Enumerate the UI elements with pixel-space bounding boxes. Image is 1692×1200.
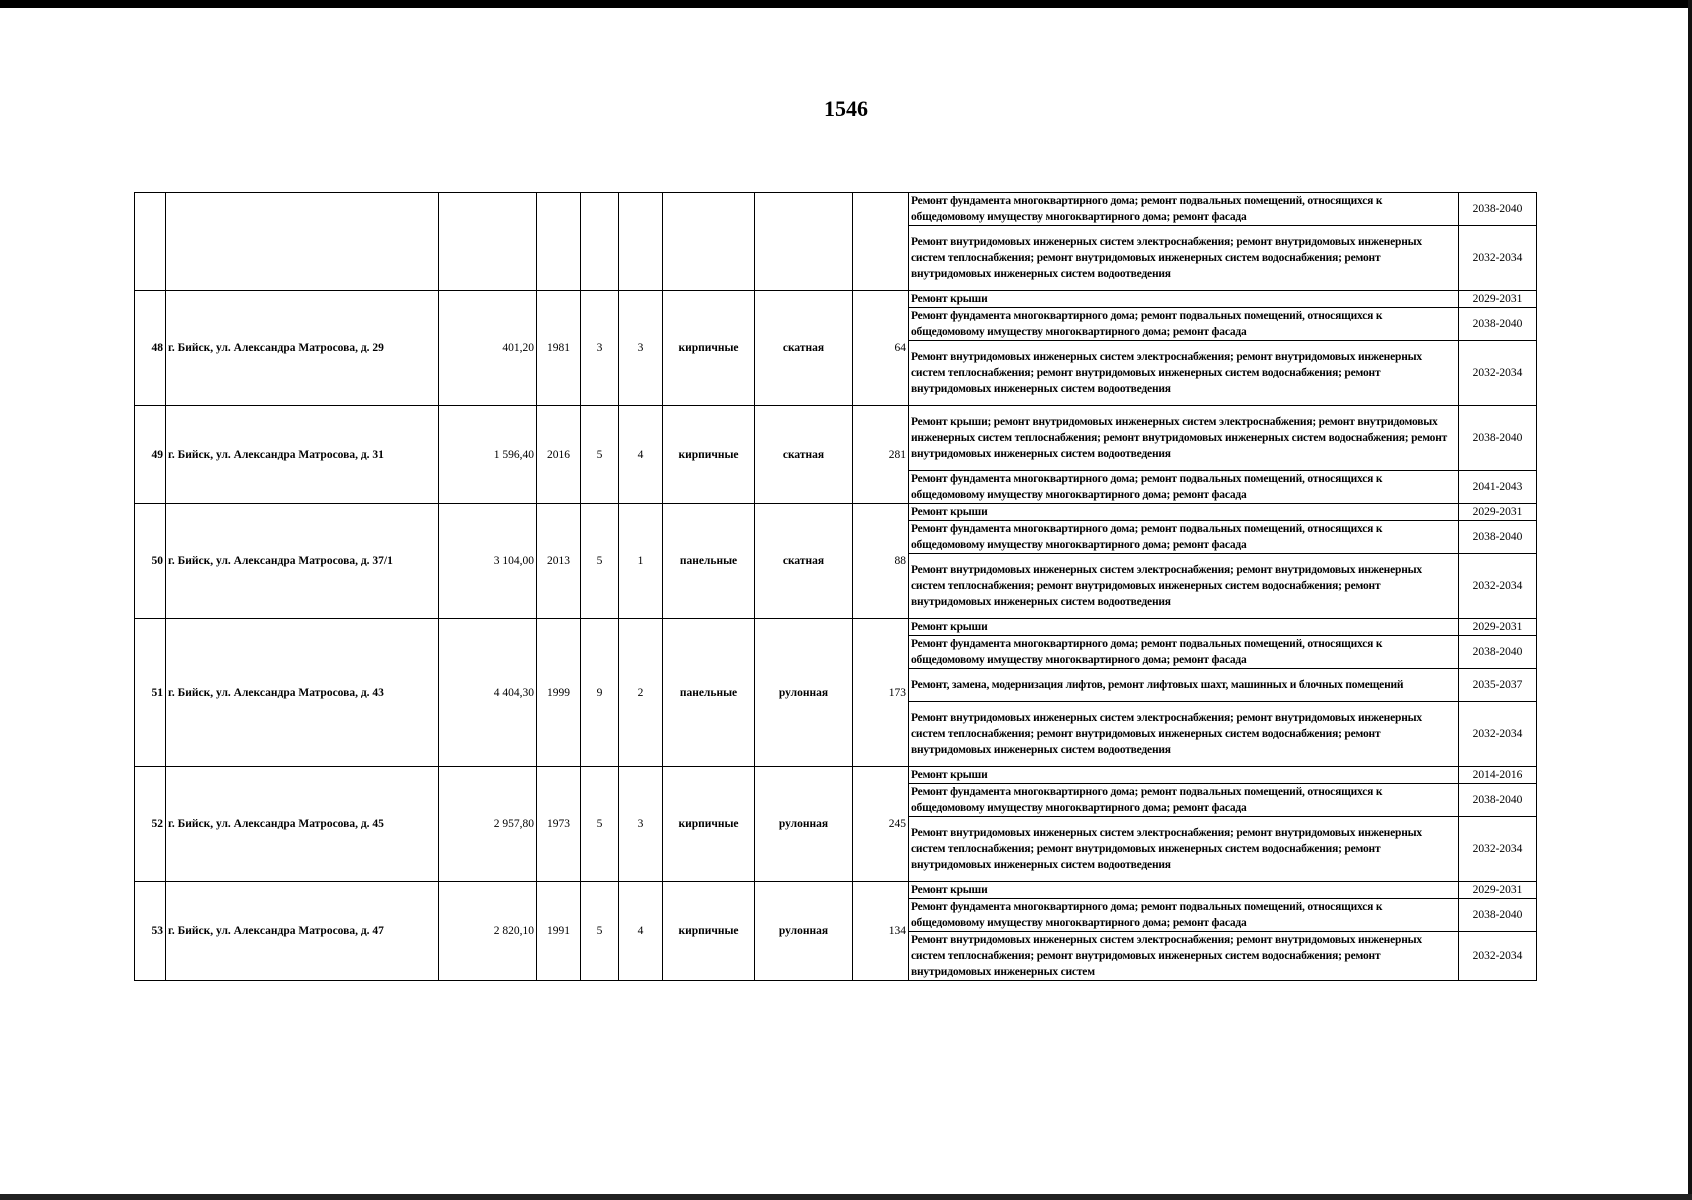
work-description: Ремонт, замена, модернизация лифтов, ремонт лифтовых шахт, машинных и блочных помещений xyxy=(909,669,1459,702)
address-cell: г. Бийск, ул. Александра Матросова, д. 47 xyxy=(166,882,439,981)
row-number: 53 xyxy=(135,882,166,981)
year-cell: 1999 xyxy=(537,619,581,767)
work-period: 2032-2034 xyxy=(1459,226,1537,291)
work-description: Ремонт внутридомовых инженерных систем электроснабжения; ремонт внутридомовых инженерных систем теплоснабжения; ремонт внутридомовых инженерных систем водоснабжения; ремонт внутридомовых инженерных систем водоотведения xyxy=(909,702,1459,767)
roof-type-cell: скатная xyxy=(755,291,853,406)
empty-cell xyxy=(166,193,439,291)
empty-cell xyxy=(581,193,619,291)
empty-cell xyxy=(663,193,755,291)
table-row xyxy=(135,882,1537,899)
row-number: 50 xyxy=(135,504,166,619)
residents-cell: 134 xyxy=(853,882,909,981)
area-cell: 401,20 xyxy=(439,291,537,406)
work-description: Ремонт фундамента многоквартирного дома; ремонт подвальных помещений, относящихся к общедомовому имуществу многоквартирного дома; ремонт фасада xyxy=(909,193,1459,226)
empty-cell xyxy=(537,193,581,291)
work-description: Ремонт крыши xyxy=(909,619,1459,636)
residents-cell: 173 xyxy=(853,619,909,767)
address-cell: г. Бийск, ул. Александра Матросова, д. 29 xyxy=(166,291,439,406)
residents-cell: 245 xyxy=(853,767,909,882)
work-description: Ремонт крыши xyxy=(909,504,1459,521)
address-cell: г. Бийск, ул. Александра Матросова, д. 45 xyxy=(166,767,439,882)
work-description: Ремонт фундамента многоквартирного дома; ремонт подвальных помещений, относящихся к общедомовому имуществу многоквартирного дома; ремонт фасада xyxy=(909,471,1459,504)
work-description: Ремонт внутридомовых инженерных систем электроснабжения; ремонт внутридомовых инженерных систем теплоснабжения; ремонт внутридомовых инженерных систем водоснабжения; ремонт внутридомовых инженерных систем водоотведения xyxy=(909,341,1459,406)
work-description: Ремонт фундамента многоквартирного дома; ремонт подвальных помещений, относящихся к общедомовому имуществу многоквартирного дома; ремонт фасада xyxy=(909,899,1459,932)
address-cell: г. Бийск, ул. Александра Матросова, д. 37/1 xyxy=(166,504,439,619)
work-period: 2038-2040 xyxy=(1459,636,1537,669)
empty-cell xyxy=(755,193,853,291)
work-description: Ремонт фундамента многоквартирного дома; ремонт подвальных помещений, относящихся к общедомовому имуществу многоквартирного дома; ремонт фасада xyxy=(909,784,1459,817)
work-description: Ремонт внутридомовых инженерных систем электроснабжения; ремонт внутридомовых инженерных систем теплоснабжения; ремонт внутридомовых инженерных систем водоснабжения; ремонт внутридомовых инженерных систем водоотведения xyxy=(909,554,1459,619)
year-cell: 2016 xyxy=(537,406,581,504)
table-row xyxy=(135,767,1537,784)
wall-material-cell: панельные xyxy=(663,619,755,767)
residents-cell: 281 xyxy=(853,406,909,504)
work-period: 2038-2040 xyxy=(1459,899,1537,932)
repair-schedule-table xyxy=(134,192,1537,981)
work-description: Ремонт фундамента многоквартирного дома; ремонт подвальных помещений, относящихся к общедомовому имуществу многоквартирного дома; ремонт фасада xyxy=(909,636,1459,669)
work-description: Ремонт внутридомовых инженерных систем электроснабжения; ремонт внутридомовых инженерных систем теплоснабжения; ремонт внутридомовых инженерных систем водоснабжения; ремонт внутридомовых инженерных систем xyxy=(909,932,1459,981)
roof-type-cell: скатная xyxy=(755,504,853,619)
entrances-cell: 4 xyxy=(619,406,663,504)
table-row xyxy=(135,291,1537,308)
wall-material-cell: кирпичные xyxy=(663,882,755,981)
work-description: Ремонт крыши xyxy=(909,882,1459,899)
work-period: 2032-2034 xyxy=(1459,932,1537,981)
empty-cell xyxy=(619,193,663,291)
address-cell: г. Бийск, ул. Александра Матросова, д. 43 xyxy=(166,619,439,767)
table-row xyxy=(135,504,1537,521)
residents-cell: 64 xyxy=(853,291,909,406)
floors-cell: 5 xyxy=(581,882,619,981)
area-cell: 1 596,40 xyxy=(439,406,537,504)
roof-type-cell: скатная xyxy=(755,406,853,504)
work-period: 2029-2031 xyxy=(1459,504,1537,521)
work-period: 2032-2034 xyxy=(1459,554,1537,619)
work-description: Ремонт крыши xyxy=(909,767,1459,784)
table-row xyxy=(135,619,1537,636)
wall-material-cell: панельные xyxy=(663,504,755,619)
area-cell: 4 404,30 xyxy=(439,619,537,767)
scan-edge-top xyxy=(0,0,1692,8)
work-period: 2029-2031 xyxy=(1459,882,1537,899)
work-period: 2035-2037 xyxy=(1459,669,1537,702)
entrances-cell: 3 xyxy=(619,767,663,882)
row-number: 48 xyxy=(135,291,166,406)
work-period: 2029-2031 xyxy=(1459,619,1537,636)
year-cell: 1981 xyxy=(537,291,581,406)
roof-type-cell: рулонная xyxy=(755,882,853,981)
empty-cell xyxy=(135,193,166,291)
empty-cell xyxy=(853,193,909,291)
row-number: 49 xyxy=(135,406,166,504)
work-description: Ремонт фундамента многоквартирного дома; ремонт подвальных помещений, относящихся к общедомовому имуществу многоквартирного дома; ремонт фасада xyxy=(909,308,1459,341)
floors-cell: 5 xyxy=(581,504,619,619)
work-description: Ремонт фундамента многоквартирного дома; ремонт подвальных помещений, относящихся к общедомовому имуществу многоквартирного дома; ремонт фасада xyxy=(909,521,1459,554)
work-period: 2029-2031 xyxy=(1459,291,1537,308)
address-cell: г. Бийск, ул. Александра Матросова, д. 31 xyxy=(166,406,439,504)
wall-material-cell: кирпичные xyxy=(663,767,755,882)
floors-cell: 5 xyxy=(581,406,619,504)
work-period: 2038-2040 xyxy=(1459,784,1537,817)
entrances-cell: 3 xyxy=(619,291,663,406)
entrances-cell: 4 xyxy=(619,882,663,981)
table-row xyxy=(135,193,1537,226)
page-number: 1546 xyxy=(824,96,868,121)
table-row xyxy=(135,406,1537,471)
row-number: 51 xyxy=(135,619,166,767)
entrances-cell: 1 xyxy=(619,504,663,619)
work-period: 2032-2034 xyxy=(1459,817,1537,882)
table-body xyxy=(135,193,1537,981)
wall-material-cell: кирпичные xyxy=(663,291,755,406)
roof-type-cell: рулонная xyxy=(755,619,853,767)
work-description: Ремонт крыши xyxy=(909,291,1459,308)
scan-edge-right xyxy=(1688,0,1692,1200)
floors-cell: 3 xyxy=(581,291,619,406)
wall-material-cell: кирпичные xyxy=(663,406,755,504)
work-period: 2038-2040 xyxy=(1459,193,1537,226)
work-period: 2038-2040 xyxy=(1459,406,1537,471)
year-cell: 1991 xyxy=(537,882,581,981)
floors-cell: 5 xyxy=(581,767,619,882)
work-period: 2014-2016 xyxy=(1459,767,1537,784)
work-period: 2038-2040 xyxy=(1459,521,1537,554)
work-description: Ремонт внутридомовых инженерных систем электроснабжения; ремонт внутридомовых инженерных систем теплоснабжения; ремонт внутридомовых инженерных систем водоснабжения; ремонт внутридомовых инженерных систем водоотведения xyxy=(909,817,1459,882)
work-description: Ремонт крыши; ремонт внутридомовых инженерных систем электроснабжения; ремонт внутридомовых инженерных систем теплоснабжения; ремонт внутридомовых инженерных систем водоснабжения; ремонт внутридомовых инженерных систем водоотведения xyxy=(909,406,1459,471)
work-period: 2032-2034 xyxy=(1459,341,1537,406)
work-description: Ремонт внутридомовых инженерных систем электроснабжения; ремонт внутридомовых инженерных систем теплоснабжения; ремонт внутридомовых инженерных систем водоснабжения; ремонт внутридомовых инженерных систем водоотведения xyxy=(909,226,1459,291)
empty-cell xyxy=(439,193,537,291)
year-cell: 2013 xyxy=(537,504,581,619)
work-period: 2038-2040 xyxy=(1459,308,1537,341)
area-cell: 2 820,10 xyxy=(439,882,537,981)
row-number: 52 xyxy=(135,767,166,882)
roof-type-cell: рулонная xyxy=(755,767,853,882)
area-cell: 2 957,80 xyxy=(439,767,537,882)
floors-cell: 9 xyxy=(581,619,619,767)
scan-edge-bottom xyxy=(0,1194,1692,1200)
work-period: 2041-2043 xyxy=(1459,471,1537,504)
residents-cell: 88 xyxy=(853,504,909,619)
work-period: 2032-2034 xyxy=(1459,702,1537,767)
year-cell: 1973 xyxy=(537,767,581,882)
area-cell: 3 104,00 xyxy=(439,504,537,619)
entrances-cell: 2 xyxy=(619,619,663,767)
